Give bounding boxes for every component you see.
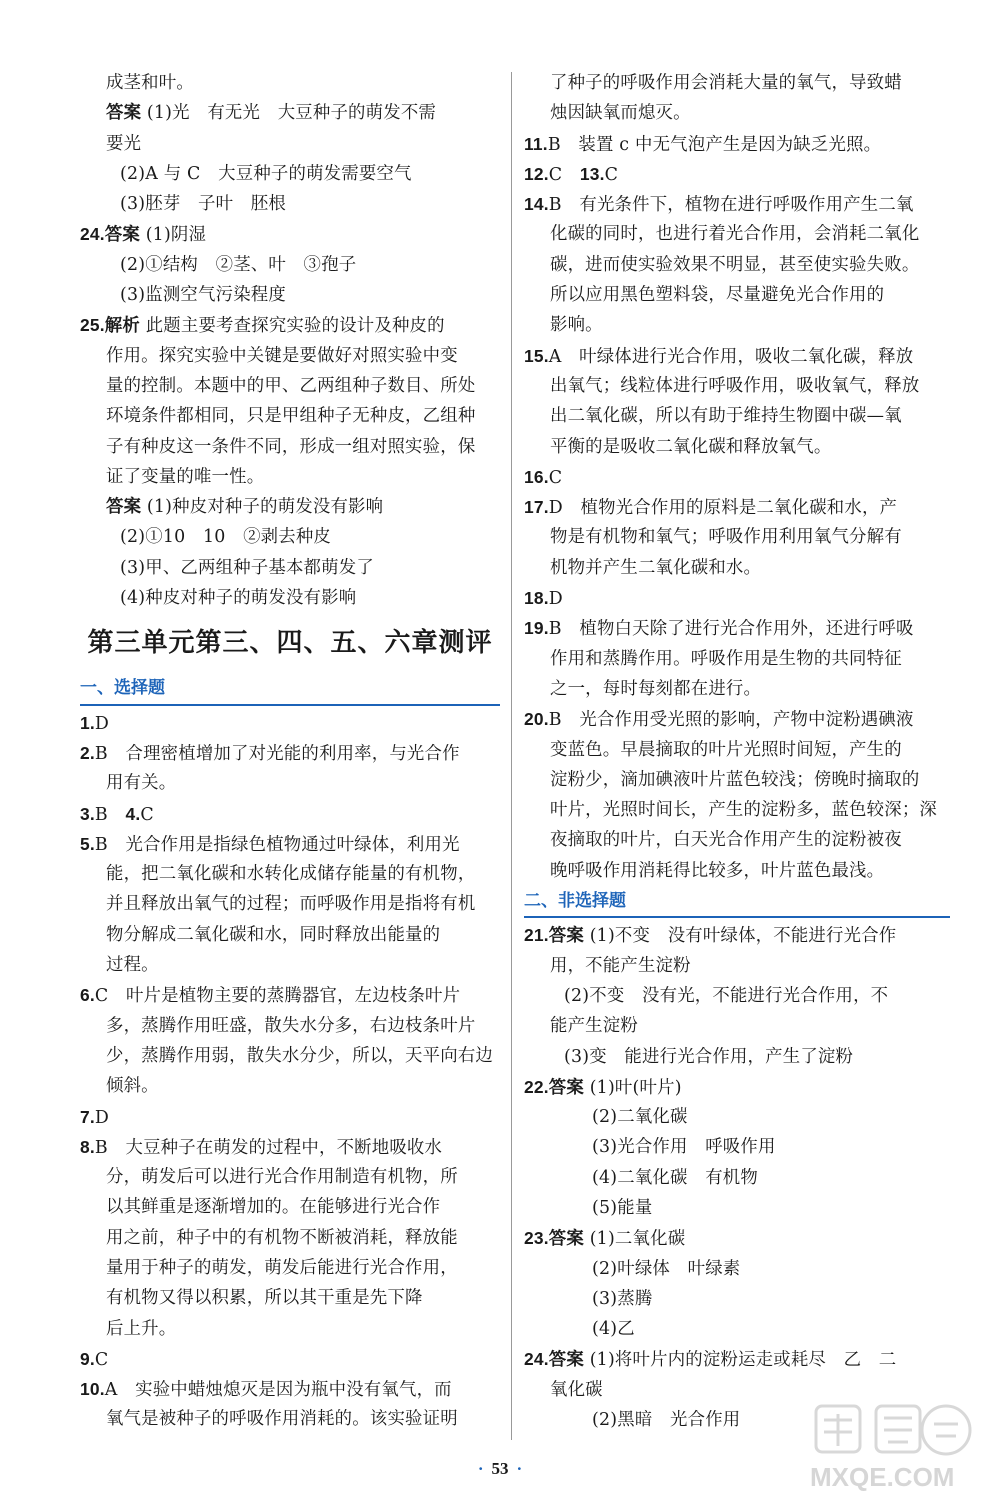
line-text: 倾斜。 (106, 1076, 159, 1097)
line-text: 多，蒸腾作用旺盛，散失水分多，右边枝条叶片 (106, 1015, 476, 1036)
line-text: 作用。探究实验中关键是要做好对照实验中变 (106, 345, 458, 366)
line-text: (1)叶(叶片) (583, 1077, 682, 1098)
line-text: (4)种皮对种子的萌发没有影响 (120, 588, 357, 609)
line-text: A 叶绿体进行光合作用，吸收二氧化碳，释放 (548, 346, 914, 367)
question-number: 24. (80, 224, 105, 245)
line-text: 了种子的呼吸作用会消耗大量的氧气，导致蜡 (550, 73, 902, 93)
question-item (524, 1344, 950, 1374)
line-text: 出二氧化碳，所以有助于维持生物圈中碳—氧 (550, 406, 902, 427)
text-line (80, 401, 500, 431)
line-text: C (548, 467, 563, 488)
text-line (524, 401, 950, 431)
line-text: (3)变 能进行光合作用，产生了淀粉 (564, 1046, 854, 1067)
text-line (80, 98, 500, 128)
question-item (524, 189, 950, 219)
question-number: 23. (524, 1228, 549, 1249)
line-text: (3)甲、乙两组种子基本都萌发了 (120, 557, 374, 578)
text-line (524, 981, 950, 1011)
line-text: 所以应用黑色塑料袋，尽量避免光合作用的 (550, 285, 885, 306)
question-number: 3. (80, 803, 95, 824)
text-line (80, 280, 500, 310)
answer-label: 答案 (548, 1350, 584, 1371)
text-line (80, 1314, 500, 1344)
line-text: (2)A 与 C 大豆种子的萌发需要空气 (120, 163, 412, 184)
line-text: B 合理密植增加了对光能的利用率，与光合作 (94, 743, 460, 764)
line-text: C (140, 804, 154, 825)
line-text: (1)二氧化碳 (583, 1229, 686, 1250)
line-text: (2)不变 没有光，不能进行光合作用，不 (564, 985, 889, 1006)
line-text: (2)①10 10 ②剥去种皮 (120, 527, 332, 548)
question-item (524, 583, 950, 613)
question-item (80, 799, 500, 829)
line-text: D (94, 713, 110, 734)
question-item (524, 462, 950, 492)
text-line (524, 951, 950, 981)
line-text: 证了变量的唯一性。 (106, 466, 265, 487)
question-number: 15. (524, 345, 549, 366)
line-text: 有机物又得以积累，所以其干重是先下降 (106, 1288, 423, 1309)
question-number: 13. (579, 163, 605, 184)
question-item (524, 1072, 950, 1102)
line-text: 物是有机物和氧气；呼吸作用利用氧气分解有 (550, 527, 902, 548)
text-line (80, 159, 500, 189)
line-text: D (548, 589, 563, 610)
text-line (524, 1102, 950, 1132)
line-text: (2)①结构 ②茎、叶 ③孢子 (120, 254, 357, 275)
line-text: 量用于种子的萌发，萌发后能进行光合作用， (106, 1257, 458, 1278)
line-text: (3)监测空气污染程度 (120, 285, 286, 306)
question-item (80, 1344, 500, 1374)
question-number: 10. (80, 1379, 105, 1400)
line-text: (1)光 有无光 大豆种子的萌发不需 (141, 103, 437, 124)
text-line (524, 1163, 950, 1193)
line-text: 用，不能产生淀粉 (550, 955, 691, 976)
line-text: 物分解成二氧化碳和水，同时释放出能量的 (106, 924, 441, 945)
text-line (80, 1011, 500, 1041)
line-text: 叶片，光照时间长，产生的淀粉多，蓝色较深；深 (550, 800, 937, 821)
line-text: 环境条件都相同，只是甲组种子无种皮，乙组种 (106, 406, 476, 427)
right-column (524, 68, 950, 1435)
question-number: 25. (80, 315, 105, 336)
section-heading: 二、非选择题 (524, 886, 950, 918)
question-item (80, 708, 500, 738)
text-line (80, 1192, 500, 1222)
question-number: 14. (524, 194, 549, 215)
question-item (80, 310, 500, 340)
page-number: · 53 · (477, 1459, 523, 1478)
section-heading: 一、选择题 (80, 673, 500, 705)
line-text: 并且释放出氧气的过程；而呼吸作用是指将有机 (106, 894, 476, 915)
text-line (524, 765, 950, 795)
text-line (80, 432, 500, 462)
line-text: 平衡的是吸收二氧化碳和释放氧气。 (550, 436, 832, 457)
line-text: C (548, 164, 580, 185)
line-text: 能，把二氧化碳和水转化成储存能量的有机物， (106, 864, 476, 885)
question-item (80, 1132, 500, 1162)
answer-label: 答案 (104, 225, 140, 246)
question-number: 17. (524, 497, 549, 518)
line-text: 夜摘取的叶片，白天光合作用产生的淀粉被夜 (550, 830, 902, 851)
question-number: 4. (125, 803, 141, 824)
line-text: 氧气是被种子的呼吸作用消耗的。该实验证明 (106, 1409, 458, 1430)
line-text: 碳，进而使实验效果不明显，甚至使实验失败。 (550, 254, 920, 275)
text-line (524, 310, 950, 340)
question-number: 12. (524, 163, 549, 184)
question-item (524, 1223, 950, 1253)
text-line (524, 371, 950, 401)
line-text: 作用和蒸腾作用。呼吸作用是生物的共同特征 (550, 648, 902, 669)
svg-text:MXQE.COM: MXQE.COM (810, 1462, 955, 1492)
text-line (524, 1042, 950, 1072)
question-number: 21. (524, 925, 549, 946)
line-text: B 光合作用受光照的影响，产物中淀粉遇碘液 (548, 710, 914, 731)
text-line (80, 1404, 500, 1434)
question-number: 6. (80, 985, 95, 1006)
question-item (80, 1374, 500, 1404)
question-number: 8. (80, 1136, 95, 1157)
text-line (524, 856, 950, 886)
line-text: (5)能量 (592, 1197, 653, 1218)
text-line (80, 583, 500, 613)
line-text: 要光 (106, 133, 142, 154)
line-text: 影响。 (550, 315, 603, 336)
line-text: (1)不变 没有叶绿体，不能进行光合作 (583, 926, 897, 947)
text-line (80, 129, 500, 159)
section-title: 第三单元第三、四、五、六章测评 (87, 628, 493, 659)
line-text: 后上升。 (106, 1318, 177, 1339)
line-text: B 装置 c 中无气泡产生是因为缺乏光照。 (547, 134, 882, 155)
text-line (524, 68, 950, 98)
text-line (80, 889, 500, 919)
text-line (524, 432, 950, 462)
text-line (524, 1011, 950, 1041)
text-line (524, 825, 950, 855)
line-text: C 叶片是植物主要的蒸腾器官，左边枝条叶片 (94, 986, 461, 1007)
text-line (524, 735, 950, 765)
answer-label: 答案 (548, 926, 584, 947)
text-line (524, 674, 950, 704)
question-number: 7. (80, 1106, 95, 1127)
question-number: 22. (524, 1076, 549, 1097)
line-text: 分，萌发后可以进行光合作用制造有机物，所 (106, 1167, 458, 1188)
question-item (524, 920, 950, 950)
text-line (524, 250, 950, 280)
line-text: B 光合作用是指绿色植物通过叶绿体，利用光 (94, 834, 460, 855)
line-text: C (94, 1349, 109, 1370)
question-item (80, 1102, 500, 1132)
line-text: D (94, 1107, 110, 1128)
line-text: (4)二氧化碳 有机物 (592, 1167, 758, 1188)
answer-label: 答案 (106, 103, 142, 124)
text-line (80, 553, 500, 583)
line-text: 之一，每时每刻都在进行。 (550, 678, 762, 699)
line-text: (2)叶绿体 叶绿素 (592, 1258, 741, 1279)
line-text: 烛因缺氧而熄灭。 (550, 103, 691, 124)
question-number: 20. (524, 709, 549, 730)
text-line (80, 1162, 500, 1192)
line-text: 能产生淀粉 (550, 1016, 638, 1037)
line-text: 用有关。 (106, 773, 177, 794)
answer-label: 解析 (104, 316, 140, 337)
question-item (80, 829, 500, 859)
text-line (524, 1193, 950, 1223)
line-text: B (94, 804, 126, 825)
line-text: B 植物白天除了进行光合作用外，还进行呼吸 (548, 619, 914, 640)
text-line (524, 1314, 950, 1344)
text-line (80, 1253, 500, 1283)
text-line (80, 462, 500, 492)
line-text: 用之前，种子中的有机物不断被消耗，释放能 (106, 1227, 458, 1248)
question-item (524, 704, 950, 734)
text-line (80, 492, 500, 522)
text-line (524, 219, 950, 249)
question-number: 19. (524, 618, 549, 639)
answer-label: 答案 (106, 497, 142, 518)
question-item (524, 613, 950, 643)
question-number: 18. (524, 588, 549, 609)
text-line (524, 553, 950, 583)
question-item (80, 219, 500, 249)
line-text: 淀粉少，滴加碘液叶片蓝色较浅；傍晚时摘取的 (550, 769, 920, 790)
line-text: (1)阴湿 (139, 225, 207, 246)
line-text: 氧化碳 (550, 1379, 603, 1400)
question-number: 24. (524, 1349, 549, 1370)
line-text: B 大豆种子在萌发的过程中，不断地吸收水 (94, 1137, 443, 1158)
answer-label: 答案 (548, 1077, 584, 1098)
text-line (80, 920, 500, 950)
text-line (80, 371, 500, 401)
line-text: (1)种皮对种子的萌发没有影响 (141, 497, 384, 518)
line-text: C (604, 164, 619, 185)
question-item (80, 738, 500, 768)
line-text: 机物并产生二氧化碳和水。 (550, 557, 762, 578)
line-text: 少，蒸腾作用弱，散失水分少，所以，天平向右边 (106, 1045, 493, 1066)
line-text: (3)胚芽 子叶 胚根 (120, 194, 286, 215)
line-text: (2)二氧化碳 (592, 1107, 688, 1128)
text-line (524, 795, 950, 825)
question-item (524, 492, 950, 522)
line-text: 过程。 (106, 955, 159, 976)
question-number: 5. (80, 833, 95, 854)
question-number: 16. (524, 466, 549, 487)
left-column (80, 68, 500, 1435)
line-text: (1)将叶片内的淀粉运走或耗尽 乙 二 (583, 1350, 897, 1371)
text-line (80, 950, 500, 980)
question-number: 9. (80, 1348, 95, 1369)
line-text: 化碳的同时，也进行着光合作用，会消耗二氧化 (550, 224, 920, 245)
line-text: 子有种皮这一条件不同，形成一组对照实验，保 (106, 436, 476, 457)
watermark-logo (802, 1396, 980, 1496)
text-line (80, 1283, 500, 1313)
line-text: 变蓝色。早晨摘取的叶片光照时间短，产生的 (550, 739, 902, 760)
question-item (524, 129, 950, 159)
line-text: 成茎和叶。 (106, 73, 194, 93)
question-number: 11. (524, 133, 548, 154)
line-text: D 植物光合作用的原料是二氧化碳和水，产 (548, 498, 898, 519)
question-item (80, 980, 500, 1010)
text-line (80, 1223, 500, 1253)
question-number: 1. (80, 712, 95, 733)
question-item (524, 159, 950, 189)
text-line (80, 1071, 500, 1101)
page-number-text: 53 (491, 1459, 509, 1478)
text-line (524, 644, 950, 674)
text-line (524, 522, 950, 552)
line-text: 以其鲜重是逐渐增加的。在能够进行光合作 (106, 1197, 441, 1218)
text-line (80, 768, 500, 798)
column-divider (511, 72, 512, 1440)
text-line (524, 98, 950, 128)
line-text: (2)黑暗 光合作用 (592, 1410, 741, 1431)
line-text: B 有光条件下，植物在进行呼吸作用产生二氧 (548, 195, 914, 216)
text-line (524, 1254, 950, 1284)
line-text: (4)乙 (592, 1319, 635, 1340)
text-line (80, 68, 500, 98)
line-text: (3)蒸腾 (592, 1288, 653, 1309)
answer-label: 答案 (548, 1229, 584, 1250)
text-line (80, 522, 500, 552)
text-line (80, 341, 500, 371)
text-line (80, 250, 500, 280)
question-number: 2. (80, 742, 95, 763)
line-text: 此题主要考查探究实验的设计及种皮的 (139, 316, 445, 337)
line-text: (3)光合作用 呼吸作用 (592, 1137, 776, 1158)
text-line (524, 1132, 950, 1162)
text-line (524, 280, 950, 310)
text-line (524, 1284, 950, 1314)
text-line (80, 189, 500, 219)
line-text: A 实验中蜡烛熄灭是因为瓶中没有氧气，而 (104, 1380, 452, 1401)
question-item (524, 341, 950, 371)
text-line (80, 859, 500, 889)
line-text: 量的控制。本题中的甲、乙两组种子数目、所处 (106, 375, 476, 396)
line-text: 出氧气；线粒体进行呼吸作用，吸收氧气，释放 (550, 375, 920, 396)
line-text: 晚呼吸作用消耗得比较多，叶片蓝色最浅。 (550, 860, 885, 881)
text-line (80, 1041, 500, 1071)
